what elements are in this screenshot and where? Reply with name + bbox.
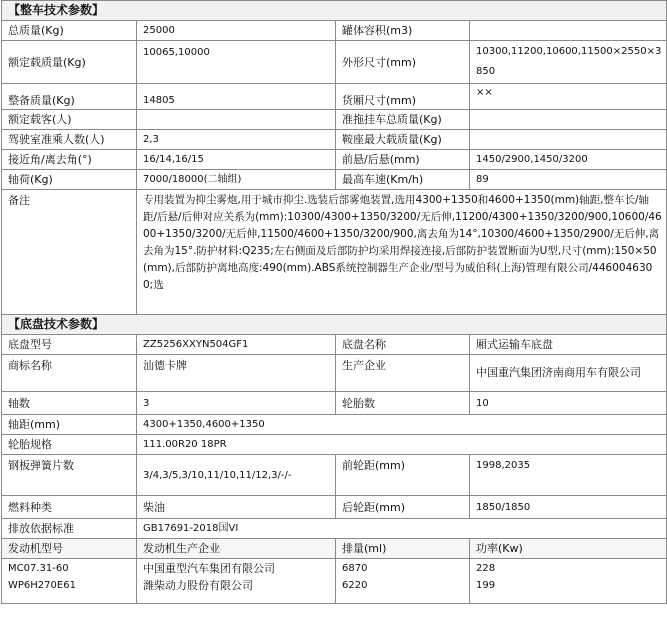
label-rated-passengers: 额定载客(人): [2, 110, 137, 130]
engine-power: 228: [470, 559, 667, 578]
label-brand: 商标名称: [2, 355, 137, 392]
value-dimensions: 10300,11200,10600,11500×2550×3850: [470, 41, 667, 84]
table-row: [2, 130, 667, 150]
value-curb-weight: 14805: [137, 84, 336, 110]
label-saddle-load: 鞍座最大载质量(Kg): [336, 130, 470, 150]
table-row: [2, 190, 667, 315]
label-manufacturer: 生产企业: [336, 355, 470, 392]
spec-table: [1, 0, 667, 604]
vehicle-header: 【整车技术参数】: [2, 1, 667, 21]
value-chassis-name: 厢式运输车底盘: [470, 335, 667, 355]
value-cargo-size: ××: [470, 84, 667, 110]
engine-row: [2, 559, 667, 578]
header-engine-maker: 发动机生产企业: [137, 539, 336, 559]
section-header-vehicle: [2, 1, 667, 21]
table-row: [2, 455, 667, 496]
label-overhang: 前悬/后悬(mm): [336, 150, 470, 170]
spec-sheet: [1, 0, 666, 604]
engine-power: 199: [470, 577, 667, 604]
label-trailer-mass: 准拖挂车总质量(Kg): [336, 110, 470, 130]
label-cargo-size: 货厢尺寸(mm): [336, 84, 470, 110]
header-power: 功率(Kw): [470, 539, 667, 559]
section-header-chassis: [2, 315, 667, 335]
value-rated-load: 10065,10000: [137, 41, 336, 84]
label-approach-angle: 接近角/离去角(°): [2, 150, 137, 170]
value-cab-seats: 2,3: [137, 130, 336, 150]
label-tire-spec: 轮胎规格: [2, 435, 137, 455]
value-total-mass: 25000: [137, 21, 336, 41]
label-wheelbase: 轴距(mm): [2, 415, 137, 435]
table-row: [2, 110, 667, 130]
label-tire-count: 轮胎数: [336, 392, 470, 415]
table-row: [2, 41, 667, 84]
value-tank-volume: [470, 21, 667, 41]
engine-maker: 中国重型汽车集团有限公司: [137, 559, 336, 578]
table-row: [2, 435, 667, 455]
table-row: [2, 519, 667, 539]
value-rear-track: 1850/1850: [470, 496, 667, 519]
engine-header-row: [2, 539, 667, 559]
value-manufacturer: 中国重汽集团济南商用车有限公司: [470, 355, 667, 392]
engine-model: MC07.31-60: [2, 559, 137, 578]
label-axle-load: 轴荷(Kg): [2, 170, 137, 190]
engine-displacement: 6870: [336, 559, 470, 578]
value-tire-count: 10: [470, 392, 667, 415]
table-row: [2, 170, 667, 190]
table-row: [2, 355, 667, 392]
label-cab-seats: 驾驶室准乘人数(人): [2, 130, 137, 150]
value-chassis-model: ZZ5256XXYN504GF1: [137, 335, 336, 355]
label-emission-standard: 排放依据标准: [2, 519, 137, 539]
table-row: [2, 392, 667, 415]
label-tank-volume: 罐体容积(m3): [336, 21, 470, 41]
value-saddle-load: [470, 130, 667, 150]
table-row: [2, 335, 667, 355]
value-notes: 专用装置为抑尘雾炮,用于城市抑尘.选装后部雾炮装置,选用4300+1350和4600+1350(mm)轴距,整车长/轴距/后悬/后伸对应关系为(mm):10300/4300+1350/3200/无后伸,11200/4300+1350/3200/900,10600/4600+1350/3200/无后伸,11500/4600+1350/3200/900,离去角为14°,10300/4600+1350/2900/无后伸,离去角为15°.防护材料:Q235;左右侧面及后部防护均采用焊接连接,后部防护装置断面为U型,尺寸(mm):150×50(mm),后部防护离地高度:490(mm).ABS系统控制器生产企业/型号为威伯科(上海)管理有限公司/4460046300;选: [137, 190, 667, 315]
label-rear-track: 后轮距(mm): [336, 496, 470, 519]
label-notes: 备注: [2, 190, 137, 315]
engine-maker: 潍柴动力股份有限公司: [137, 577, 336, 604]
value-fuel-type: 柴油: [137, 496, 336, 519]
label-leaf-springs: 钢板弹簧片数: [2, 455, 137, 496]
table-row: [2, 150, 667, 170]
label-chassis-model: 底盘型号: [2, 335, 137, 355]
value-max-speed: 89: [470, 170, 667, 190]
label-axle-count: 轴数: [2, 392, 137, 415]
value-brand: 汕德卡牌: [137, 355, 336, 392]
header-engine-model: 发动机型号: [2, 539, 137, 559]
value-emission-standard: GB17691-2018国VI: [137, 519, 667, 539]
value-axle-load: 7000/18000(二轴组): [137, 170, 336, 190]
label-max-speed: 最高车速(Km/h): [336, 170, 470, 190]
label-dimensions: 外形尺寸(mm): [336, 41, 470, 84]
engine-model: WP6H270E61: [2, 577, 137, 604]
value-leaf-springs: 3/4,3/5,3/10,11/10,11/12,3/-/-: [137, 455, 336, 496]
value-rated-passengers: [137, 110, 336, 130]
label-rated-load: 额定载质量(Kg): [2, 41, 137, 84]
label-fuel-type: 燃料种类: [2, 496, 137, 519]
value-approach-angle: 16/14,16/15: [137, 150, 336, 170]
value-wheelbase: 4300+1350,4600+1350: [137, 415, 667, 435]
table-row: [2, 21, 667, 41]
value-axle-count: 3: [137, 392, 336, 415]
header-displacement: 排量(ml): [336, 539, 470, 559]
table-row: [2, 84, 667, 110]
chassis-header: 【底盘技术参数】: [2, 315, 667, 335]
label-curb-weight: 整备质量(Kg): [2, 84, 137, 110]
value-front-track: 1998,2035: [470, 455, 667, 496]
label-chassis-name: 底盘名称: [336, 335, 470, 355]
label-front-track: 前轮距(mm): [336, 455, 470, 496]
value-tire-spec: 111.00R20 18PR: [137, 435, 667, 455]
value-overhang: 1450/2900,1450/3200: [470, 150, 667, 170]
table-row: [2, 415, 667, 435]
engine-row: [2, 577, 667, 604]
value-trailer-mass: [470, 110, 667, 130]
table-row: [2, 496, 667, 519]
engine-displacement: 6220: [336, 577, 470, 604]
label-total-mass: 总质量(Kg): [2, 21, 137, 41]
